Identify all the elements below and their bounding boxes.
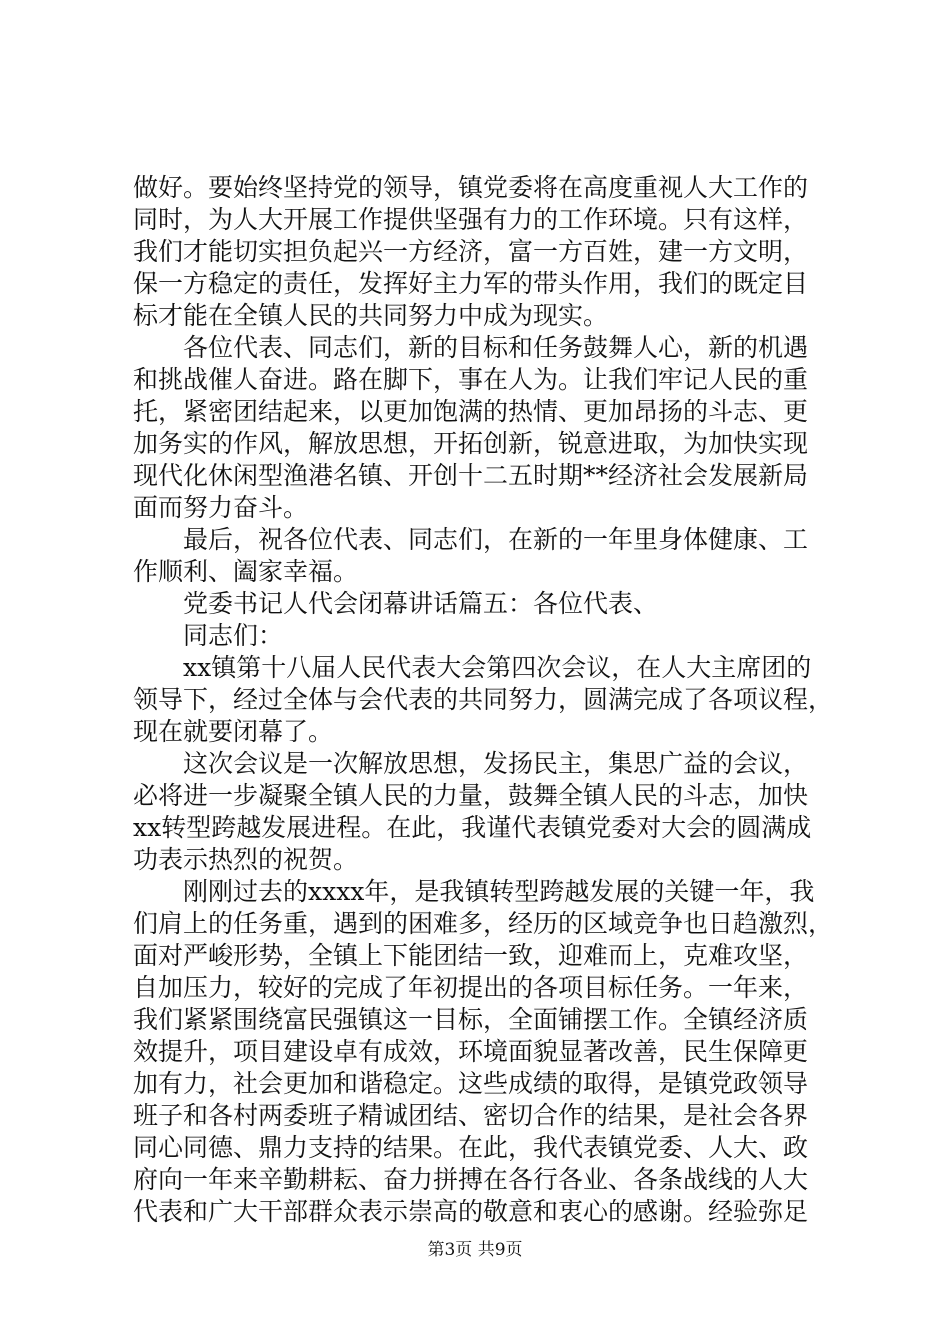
text-line: 同时，为人大开展工作提供坚强有力的工作环境。只有这样，: [133, 205, 809, 234]
text-line: 面而努力奋斗。: [133, 493, 309, 522]
text-line: 现在就要闭幕了。: [133, 717, 334, 746]
text-line: 党委书记人代会闭幕讲话篇五：各位代表、: [133, 589, 659, 618]
text-line: 自加压力，较好的完成了年初提出的各项目标任务。一年来，: [133, 973, 809, 1002]
text-line: 领导下，经过全体与会代表的共同努力，圆满完成了各项议程，: [133, 685, 834, 714]
text-line: 各位代表、同志们，新的目标和任务鼓舞人心，新的机遇: [133, 333, 809, 362]
text-line: 同心同德、鼎力支持的结果。在此，我代表镇党委、人大、政: [133, 1133, 809, 1162]
text-line: 和挑战催人奋进。路在脚下，事在人为。让我们牢记人民的重: [133, 365, 809, 394]
text-line: 必将进一步凝聚全镇人民的力量，鼓舞全镇人民的斗志，加快: [133, 781, 809, 810]
text-line: 班子和各村两委班子精诚团结、密切合作的结果，是社会各界: [133, 1101, 809, 1130]
text-line: 最后，祝各位代表、同志们，在新的一年里身体健康、工: [133, 525, 809, 554]
text-line: 标才能在全镇人民的共同努力中成为现实。: [133, 301, 609, 330]
text-line: 这次会议是一次解放思想，发扬民主，集思广益的会议，: [133, 749, 809, 778]
text-line: 托，紧密团结起来，以更加饱满的热情、更加昂扬的斗志、更: [133, 397, 809, 426]
text-line: xx转型跨越发展进程。在此，我谨代表镇党委对大会的圆满成: [133, 813, 812, 842]
text-line: 同志们：: [133, 621, 284, 650]
text-line: 做好。要始终坚持党的领导，镇党委将在高度重视人大工作的: [133, 173, 809, 202]
text-line: 刚刚过去的xxxx年，是我镇转型跨越发展的关键一年，我: [133, 877, 815, 906]
document-body: [133, 172, 833, 1228]
text-line: 我们才能切实担负起兴一方经济，富一方百姓，建一方文明，: [133, 237, 809, 266]
text-line: 加务实的作风，解放思想，开拓创新，锐意进取，为加快实现: [133, 429, 809, 458]
text-line: xx镇第十八届人民代表大会第四次会议，在人大主席团的: [133, 653, 812, 682]
text-line: 府向一年来辛勤耕耘、奋力拼搏在各行各业、各条战线的人大: [133, 1165, 809, 1194]
text-line: 功表示热烈的祝贺。: [133, 845, 359, 874]
text-line: 我们紧紧围绕富民强镇这一目标，全面铺摆工作。全镇经济质: [133, 1005, 809, 1034]
text-line: 现代化休闲型渔港名镇、开创十二五时期**经济社会发展新局: [133, 461, 809, 490]
page-number-footer: 第3页 共9页: [427, 1240, 523, 1260]
text-line: 作顺利、阖家幸福。: [133, 557, 359, 586]
text-line: 代表和广大干部群众表示崇高的敬意和衷心的感谢。经验弥足: [133, 1197, 809, 1226]
text-line: 们肩上的任务重，遇到的困难多，经历的区域竞争也日趋激烈，: [133, 909, 834, 938]
text-line: 保一方稳定的责任，发挥好主力军的带头作用，我们的既定目: [133, 269, 809, 298]
text-line: 面对严峻形势，全镇上下能团结一致，迎难而上，克难攻坚，: [133, 941, 809, 970]
text-line: 加有力，社会更加和谐稳定。这些成绩的取得，是镇党政领导: [133, 1069, 809, 1098]
text-line: 效提升，项目建设卓有成效，环境面貌显著改善，民生保障更: [133, 1037, 809, 1066]
